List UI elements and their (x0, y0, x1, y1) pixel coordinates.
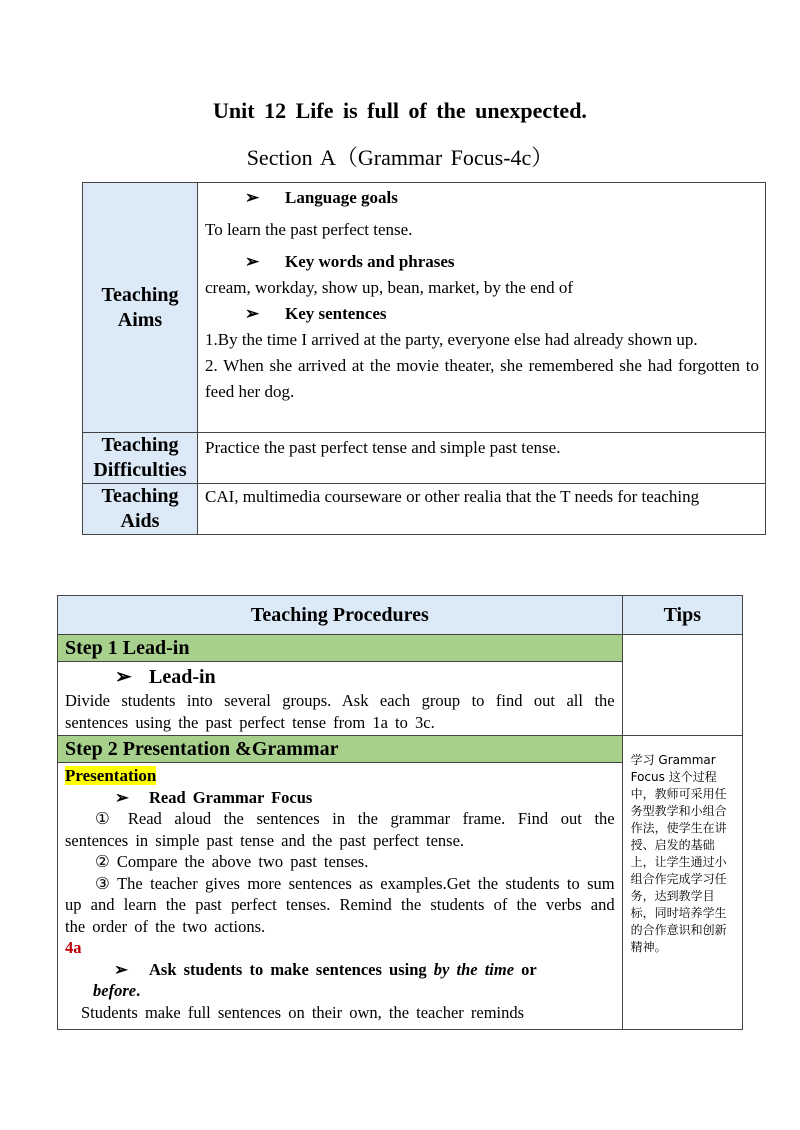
page-subtitle: Section A（Grammar Focus-4c） (246, 145, 554, 170)
students-text: Students make full sentences on their own, the teacher reminds (81, 1002, 525, 1022)
arrow-bullet-icon: ➢ (245, 188, 260, 207)
teaching-difficulties-text: Practice the past perfect tense and simple past tense. (198, 433, 766, 484)
item-1: ① Read aloud the sentences in the grammar frame. Find out the sentences in simple past tense and the past perfect tense. (65, 809, 615, 850)
page-title: Unit 12 Life is full of the unexpected. (213, 98, 587, 123)
leadin-text: Divide students into several groups. Ask each group to find out all the sentences using the past perfect tense from 1a to 3c. (65, 691, 615, 732)
arrow-bullet-icon: ➢ (245, 304, 260, 323)
arrow-bullet-icon: ➢ (115, 666, 132, 688)
step2-title: Step 2 Presentation &Grammar (58, 736, 623, 763)
key-sentences-heading: ➢ Key sentences (205, 301, 759, 327)
tips-header: Tips (622, 596, 742, 635)
language-goals-heading: ➢ Language goals (205, 185, 759, 211)
label-4a: 4a (65, 938, 82, 957)
read-focus-heading: ➢ Read Grammar Focus (115, 787, 313, 807)
tips-empty-cell (622, 635, 742, 736)
key-sentence-1: 1.By the time I arrived at the party, everyone else had already shown up. (205, 330, 698, 349)
arrow-bullet-icon: ➢ (245, 252, 260, 271)
procedures-header: Teaching Procedures (58, 596, 623, 635)
step1-title: Step 1 Lead-in (58, 635, 623, 662)
teaching-aims-cell (198, 183, 766, 433)
key-words-text: cream, workday, show up, bean, market, by the end of (205, 278, 574, 297)
tips-text: 学习 Grammar Focus 这个过程中，教师可采用任务型教学和小组合作法，使学生在讲授、启发的基础上，让学生通过小组合作完成学习任务，达到教学目标，同时培养学生的合作意识和创新精神。 (622, 736, 742, 1030)
key-sentence-2: 2. When she arrived at the movie theater, she remembered she had forgotten to feed her dog. (205, 356, 759, 401)
procedures-table (57, 595, 743, 1030)
leadin-cell (58, 662, 623, 736)
arrow-bullet-icon: ➢ (114, 959, 128, 979)
item-3: ③ The teacher gives more sentences as examples.Get the students to sum up and learn the past perfect tenses. Remind the students of the verbs and the order of the two actions. (65, 873, 615, 936)
teaching-aids-label: Teaching Aids (83, 484, 198, 535)
item-2: ② Compare the above two past tenses. (95, 852, 369, 871)
aims-table (82, 182, 766, 535)
teaching-difficulties-label: Teaching Difficulties (83, 433, 198, 484)
language-goals-text: To learn the past perfect tense. (205, 220, 413, 239)
ask-heading: ➢ Ask students to make sentences using by the time or before. (93, 959, 537, 1000)
leadin-heading: ➢ Lead-in (115, 666, 216, 688)
presentation-label: Presentation (65, 766, 157, 785)
arrow-bullet-icon: ➢ (115, 787, 129, 807)
teaching-aims-label: Teaching Aims (83, 183, 198, 433)
key-words-heading: ➢ Key words and phrases (205, 249, 759, 275)
teaching-aids-text: CAI, multimedia courseware or other realia that the T needs for teaching (198, 484, 766, 535)
presentation-cell (58, 763, 623, 1030)
